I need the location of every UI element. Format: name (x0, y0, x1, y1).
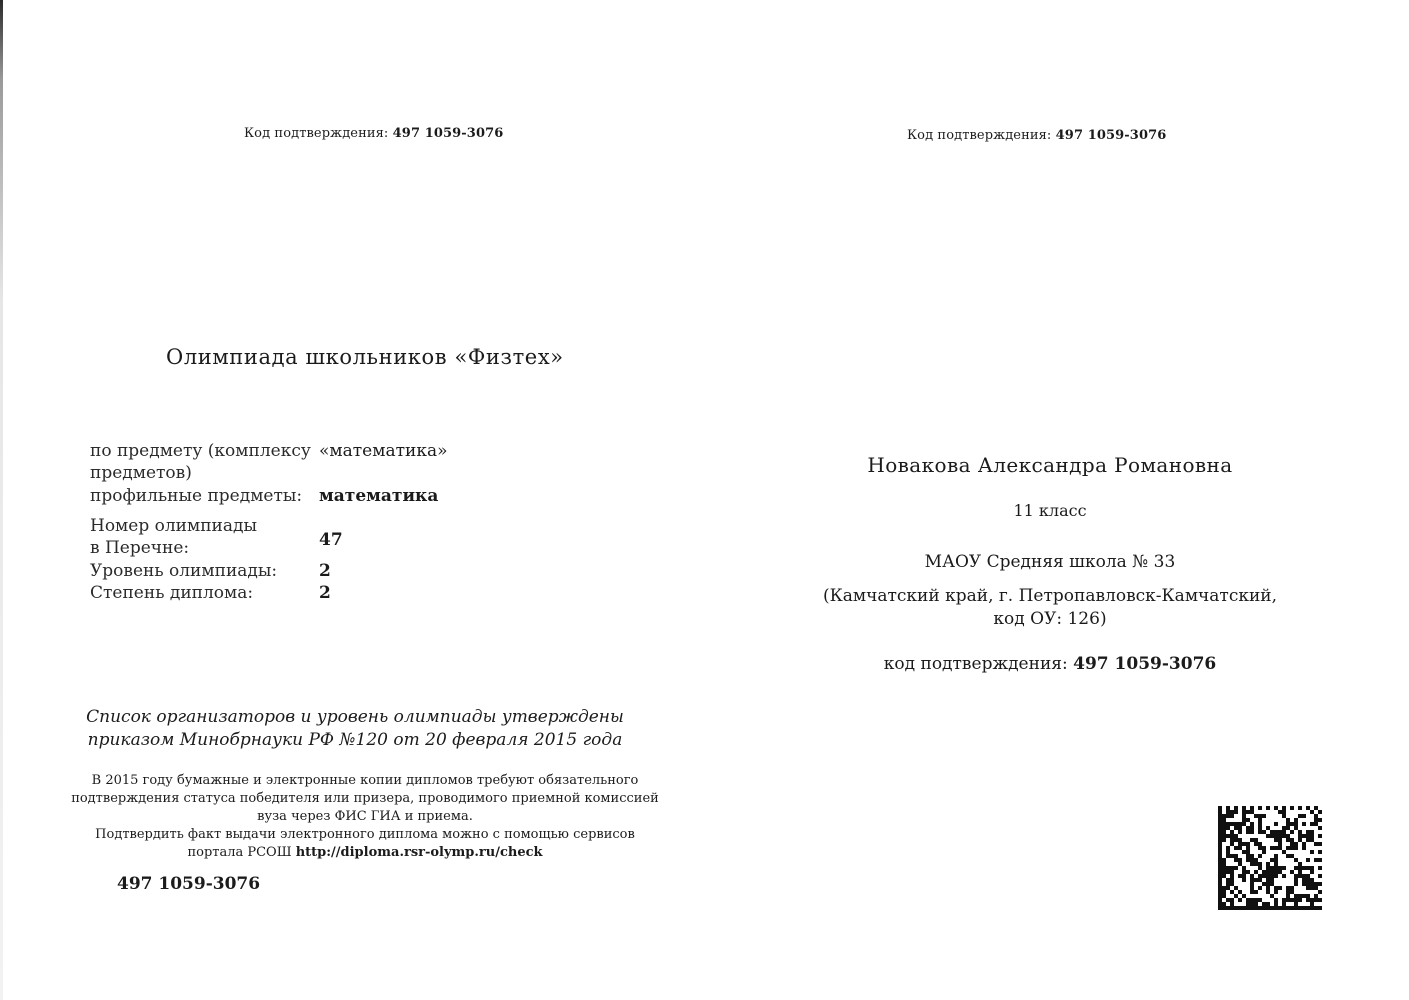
school-name: МАОУ Средняя школа № 33 (924, 552, 1176, 572)
diploma-degree-label: Степень диплома: (90, 583, 254, 603)
info-line-5 (60, 844, 670, 862)
olympiad-level-label: Уровень олимпиады: (90, 561, 278, 581)
recipient-name: Новакова Александра Романовна (867, 453, 1233, 477)
recipient-grade: 11 класс (1013, 501, 1087, 520)
subject-value: «математика» (319, 441, 448, 461)
subject-label-line-2: предметов) (90, 463, 192, 483)
decree-note-line-2: приказом Минобрнауки РФ №120 от 20 февраля 2015 года (87, 730, 623, 750)
recipient-confirmation (750, 654, 1350, 674)
confirmation-code: 497 1059-3076 (392, 126, 504, 141)
check-portal-link[interactable]: http://diploma.rsr-olymp.ru/check (295, 845, 543, 860)
confirmation-label: Код подтверждения: (244, 126, 389, 141)
recipient-confirmation-label: код подтверждения: (883, 654, 1068, 674)
recipient-confirmation-code: 497 1059-3076 (1073, 654, 1217, 674)
diploma-left-page (0, 0, 704, 1000)
olympiad-number-value: 47 (319, 530, 343, 550)
olympiad-number-label-line-2: в Перечне: (90, 538, 190, 558)
confirmation-label: Код подтверждения: (907, 128, 1052, 143)
datamatrix-code-icon (1218, 806, 1322, 910)
info-line-1: В 2015 году бумажные и электронные копии дипломов требуют обязательного (91, 773, 639, 788)
profile-subjects-label: профильные предметы: (90, 486, 303, 506)
info-line-5-prefix: портала РСОШ (187, 845, 292, 860)
diploma-degree-value: 2 (319, 583, 331, 603)
olympiad-level-value: 2 (319, 561, 331, 581)
info-line-3: вуза через ФИС ГИА и приема. (257, 809, 473, 824)
confirmation-code: 497 1059-3076 (1055, 128, 1167, 143)
subject-label-line-1: по предмету (комплексу (90, 441, 311, 461)
olympiad-title: Олимпиада школьников «Физтех» (166, 345, 564, 369)
confirmation-code-header-left (244, 126, 503, 141)
bottom-confirmation-code: 497 1059-3076 (117, 874, 261, 894)
diploma-right-page (704, 0, 1409, 1000)
info-line-4: Подтвердить факт выдачи электронного диплома можно с помощью сервисов (95, 827, 635, 842)
info-line-2: подтверждения статуса победителя или призера, проводимого приемной комиссией (71, 791, 659, 806)
school-location-line-1: (Камчатский край, г. Петропавловск-Камчатский, (822, 586, 1278, 606)
confirmation-code-header-right (907, 128, 1166, 143)
profile-subjects-value: математика (319, 486, 439, 506)
olympiad-number-label-line-1: Номер олимпиады (90, 516, 258, 536)
decree-note-line-1: Список организаторов и уровень олимпиады утверждены (86, 707, 624, 727)
school-location-line-2: код ОУ: 126) (993, 609, 1107, 629)
